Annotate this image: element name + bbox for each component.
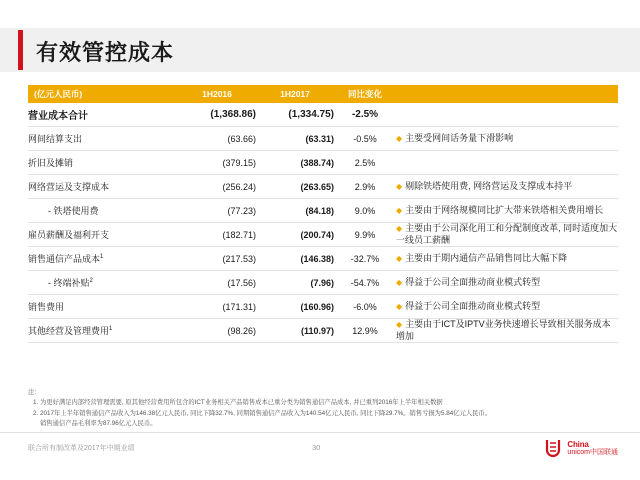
header-yoy-change: 同比变化 [334, 85, 396, 103]
row-value-2017: (263.65) [256, 175, 334, 199]
row-note-text: 主要由于期内通信产品销售同比大幅下降 [405, 252, 568, 263]
row-value-2017: (63.31) [256, 127, 334, 151]
row-note [396, 223, 618, 247]
footnotes [28, 388, 618, 429]
bullet-icon: ◆ [396, 253, 403, 263]
row-label-text: 销售通信产品成本 [28, 254, 101, 264]
row-note [396, 271, 618, 295]
row-change: 2.9% [334, 175, 396, 199]
row-note-text: 主要受网间话务量下滑影响 [405, 132, 514, 143]
logo-text-en: China [567, 439, 589, 449]
footer-divider [0, 432, 640, 433]
footnotes-list [28, 398, 618, 418]
table-row [28, 127, 618, 151]
row-change: -6.0% [334, 295, 396, 319]
row-value-2016: (256.24) [178, 175, 256, 199]
footnotes-heading: 注： [28, 389, 41, 396]
row-label [28, 271, 178, 295]
page-number: 30 [312, 443, 321, 452]
row-label [28, 319, 178, 343]
row-note [396, 295, 618, 319]
bullet-icon: ◆ [396, 320, 403, 330]
unicom-mark-icon [543, 438, 563, 458]
logo-text-cn: unicom中国联通 [567, 448, 618, 456]
row-change: -0.5% [334, 127, 396, 151]
row-note [396, 175, 618, 199]
row-note [396, 103, 618, 127]
row-note-text: 主要由于网络规模同比扩大带来铁塔相关费用增长 [405, 204, 604, 215]
row-value-2017: (200.74) [256, 223, 334, 247]
row-note-text: 主要由于ICT及IPTV业务快速增长导致相关服务成本增加 [396, 319, 611, 341]
company-logo [543, 437, 618, 459]
row-label-superscript: 1 [100, 254, 104, 260]
row-value-2017: (146.38) [256, 247, 334, 271]
row-note [396, 319, 618, 343]
row-label: 销售费用 [28, 295, 178, 319]
row-value-2017: (7.96) [256, 271, 334, 295]
logo-text [567, 441, 618, 456]
bullet-icon: ◆ [396, 181, 403, 191]
row-change: -2.5% [334, 103, 396, 127]
row-label: 营业成本合计 [28, 103, 178, 127]
bullet-icon: ◆ [396, 224, 403, 234]
row-value-2017: (84.18) [256, 199, 334, 223]
row-value-2016: (217.53) [178, 247, 256, 271]
row-value-2017: (1,334.75) [256, 103, 334, 127]
row-label-superscript: 1 [109, 326, 113, 332]
page-title: 有效管控成本 [36, 40, 175, 65]
row-change: -32.7% [334, 247, 396, 271]
row-note-text: 得益于公司全面推动商业模式转型 [405, 300, 541, 311]
table-row [28, 223, 618, 247]
row-value-2016: (1,368.86) [178, 103, 256, 127]
footer-label: 联合所有制改革及2017年中期业绩 [28, 445, 135, 452]
table-row [28, 199, 618, 223]
footnote-item: 1. 为更好满足内部经营管理需要, 原其他经营费用所包含的ICT业务相关产品销售成本已重分类为销售通信产品成本, 并已重列2016年上半年相关数据 [40, 398, 618, 407]
row-note-text: 主要由于公司深化用工和分配制度改革, 同时适度加大一线员工薪酬 [396, 223, 618, 245]
row-note [396, 151, 618, 175]
row-value-2016: (98.26) [178, 319, 256, 343]
table-row [28, 247, 618, 271]
bullet-icon: ◆ [396, 133, 403, 143]
table-row [28, 295, 618, 319]
row-note [396, 247, 618, 271]
row-label-text: - 终端补贴 [48, 278, 90, 288]
table-row [28, 151, 618, 175]
row-value-2016: (171.31) [178, 295, 256, 319]
row-note-text: 剔除铁塔使用费, 网络营运及支撑成本持平 [405, 180, 573, 191]
row-label: 网间结算支出 [28, 127, 178, 151]
row-label: 雇员薪酬及福利开支 [28, 223, 178, 247]
header-comment [396, 85, 618, 103]
table-row [28, 271, 618, 295]
row-change: 12.9% [334, 319, 396, 343]
row-value-2016: (77.23) [178, 199, 256, 223]
footnote-extra: 销售通信产品毛利率为87.96亿元人民币。 [40, 420, 157, 428]
row-label: 折旧及摊销 [28, 151, 178, 175]
row-label [28, 247, 178, 271]
header-1h2016: 1H2016 [178, 85, 256, 103]
row-note-text: 得益于公司全面推动商业模式转型 [405, 276, 541, 287]
bullet-icon: ◆ [396, 301, 403, 311]
row-value-2016: (379.15) [178, 151, 256, 175]
footnote-item: 2. 2017年上半年销售通信产品收入为146.38亿元人民币, 同比下降32.7%, 同期销售通信产品收入为140.54亿元人民币, 同比下降29.7%。销售亏损为5.84亿元人民币。 [40, 409, 618, 418]
row-change: -54.7% [334, 271, 396, 295]
bullet-icon: ◆ [396, 277, 403, 287]
row-value-2017: (110.97) [256, 319, 334, 343]
row-label: - 铁塔使用费 [28, 199, 178, 223]
row-note [396, 127, 618, 151]
row-value-2016: (63.66) [178, 127, 256, 151]
bullet-icon: ◆ [396, 205, 403, 215]
row-value-2016: (17.56) [178, 271, 256, 295]
row-value-2017: (160.96) [256, 295, 334, 319]
row-label-text: 其他经营及管理费用 [28, 326, 110, 336]
table-header-row [28, 85, 618, 103]
row-change: 2.5% [334, 151, 396, 175]
row-change: 9.0% [334, 199, 396, 223]
row-label-superscript: 2 [89, 278, 93, 284]
table-row [28, 175, 618, 199]
table-row [28, 319, 618, 343]
header-unit: (亿元人民币) [28, 85, 178, 103]
title-accent-bar [18, 30, 23, 70]
cost-table-wrapper [28, 85, 618, 343]
header-1h2017: 1H2017 [256, 85, 334, 103]
row-value-2016: (182.71) [178, 223, 256, 247]
row-change: 9.9% [334, 223, 396, 247]
row-note [396, 199, 618, 223]
table-row [28, 103, 618, 127]
row-label: 网络营运及支撑成本 [28, 175, 178, 199]
row-value-2017: (388.74) [256, 151, 334, 175]
cost-table [28, 85, 618, 343]
